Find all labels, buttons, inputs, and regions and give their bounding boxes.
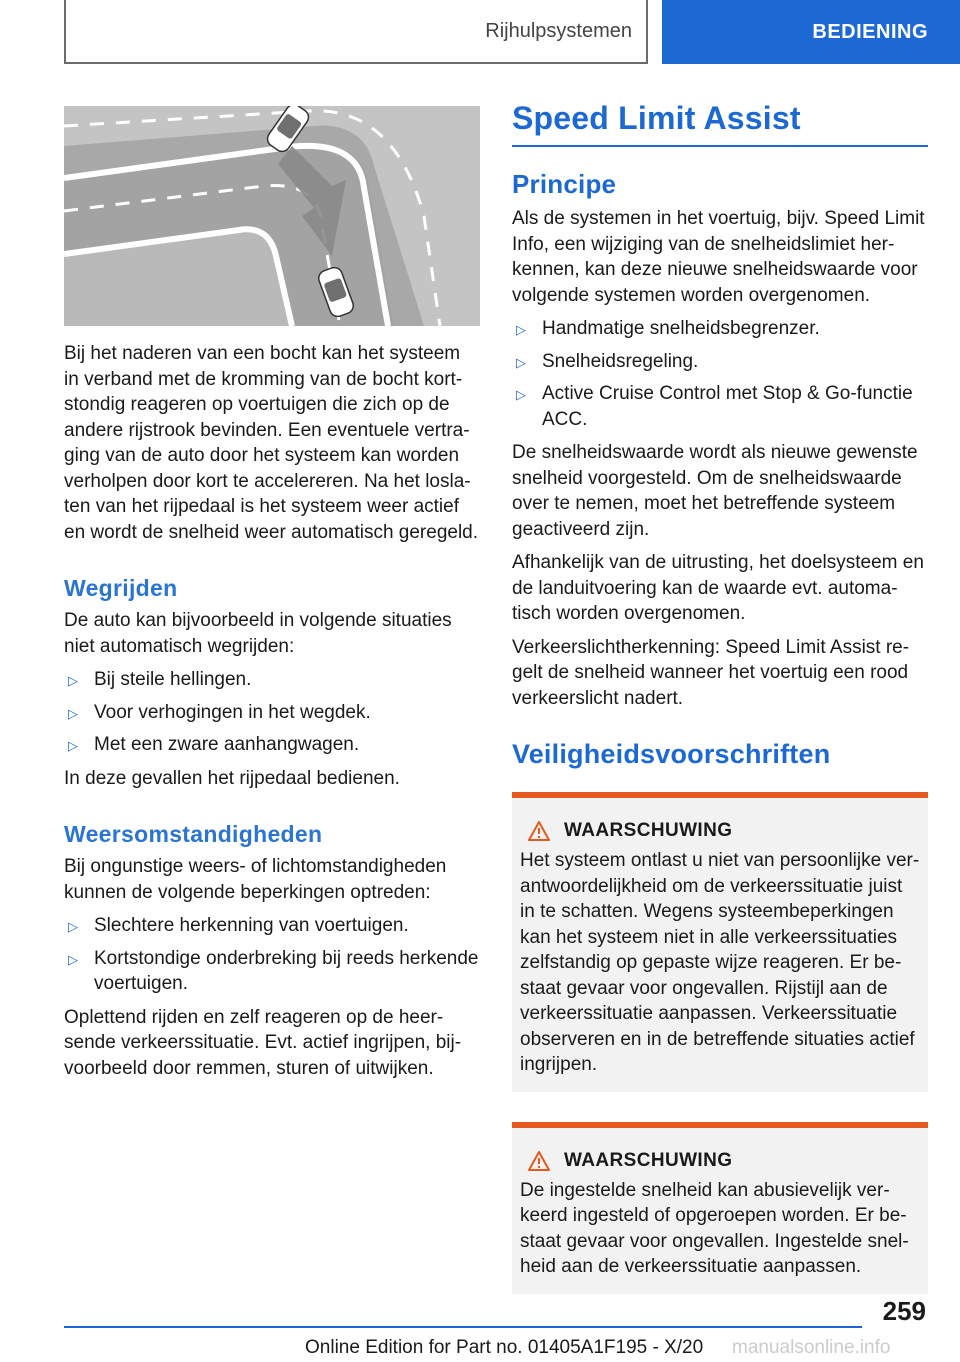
principe-list (512, 316, 928, 432)
triangle-bullet-icon: ▷ (68, 951, 78, 967)
triangle-bullet-icon: ▷ (68, 738, 78, 753)
list-item: ▷ Met een zware aanhangwagen. (64, 732, 480, 758)
warning-box (512, 1122, 928, 1294)
warning-text: De ingestelde snelheid kan abusievelijk verkeerd ingesteld of opgeroepen worden. Er bestaat gevaar voor ongevallen. Ingestelde snelheid aan de verkeerssituatie aanpassen. (520, 1179, 909, 1277)
warning-triangle-icon (528, 1151, 550, 1171)
right-column (512, 100, 928, 1294)
heading-principe: Principe (512, 169, 617, 199)
heading-wegrijden: Wegrijden (64, 575, 178, 601)
wegrijden-list (64, 667, 480, 758)
triangle-bullet-icon: ▷ (68, 673, 78, 688)
wegrijden-text: De auto kan bijvoorbeeld in volgende situaties niet automatisch wegrijden: (64, 610, 452, 657)
triangle-bullet-icon: ▷ (68, 705, 78, 721)
header-section-box (64, 0, 648, 64)
principe-paragraph-3: Afhankelijk van de uitrusting, het doelsysteem en de landuitvoering kan de waarde evt. automatisch worden overgenomen. (512, 552, 924, 624)
list-item: ▷ Bij steile hellingen. (64, 667, 480, 693)
warning-box (512, 792, 928, 1092)
list-item: ▷ Active Cruise Control met Stop & Go-functie ACC. (516, 383, 913, 430)
header-section-title: Rijhulpsystemen (485, 19, 632, 42)
heading-weersomstandigheden: Weersomstandigheden (64, 821, 323, 847)
wegrijden-after: In deze gevallen het rijpedaal bedienen. (64, 767, 400, 789)
warning-triangle-icon (528, 821, 550, 841)
warning-label: WAARSCHUWING (564, 1149, 733, 1171)
triangle-bullet-icon: ▷ (516, 354, 526, 370)
footer-divider (64, 1326, 862, 1328)
list-item: ▷ Voor verhogingen in het wegdek. (64, 700, 480, 726)
principe-paragraph-2: De snelheidswaarde wordt als nieuwe gewenste snelheid voorgesteld. Om de snelheidswaarde over te nemen, moet het betreffende systeem geactiveerd zijn. (512, 442, 918, 540)
triangle-bullet-icon: ▷ (516, 322, 526, 337)
list-item: ▷ Snelheidsregeling. (512, 349, 928, 375)
weers-text: Bij ongunstige weers- of lichtomstandigheden kunnen de volgende beperkingen optreden: (64, 856, 447, 903)
header-chapter-tab[interactable] (662, 0, 960, 64)
triangle-bullet-icon: ▷ (68, 919, 78, 934)
header-chapter-title: BEDIENING (812, 20, 928, 43)
principe-text: Als de systemen in het voertuig, bijv. Speed Limit Info, een wijziging van de snelheidslimiet herkennen, kan deze nieuwe snelheidswaarde voor volgende systemen worden overgenomen. (512, 208, 925, 306)
heading-veiligheidsvoorschriften: Veiligheidsvoorschriften (512, 739, 831, 769)
warning-text: Het systeem ontlast u niet van persoonlijke verantwoordelijkheid om de verkeerssituatie juist in te schatten. Wegens systeembeperkingen kan het systeem niet in alle verkeerssituaties zelfstandig op gepaste wijze reageren. Er bestaat gevaar voor ongevallen. Rijstijl aan de verkeerssituatie aanpassen. Verkeerssituatie observeren en in de betreffende situaties actief ingrijpen. (520, 850, 920, 1075)
intro-paragraph: Bij het naderen van een bocht kan het systeem in verband met de kromming van de bocht kortstondig reageren op voertuigen die zich op de andere rijstrook bevinden. Een eventuele vertraging van de auto door het systeem kan worden verholpen door kort te accelereren. Na het loslaten van het rijpedaal is het systeem weer actief en wordt de snelheid weer automatisch geregeld. (64, 343, 479, 543)
curve-road-illustration (64, 106, 480, 326)
warning-label: WAARSCHUWING (564, 820, 733, 841)
footer-watermark: manualsonline.info (732, 1337, 891, 1358)
triangle-bullet-icon: ▷ (516, 387, 526, 402)
weers-list (64, 913, 480, 997)
principe-paragraph-4: Verkeerslichtherkenning: Speed Limit Assist regelt de snelheid wanneer het voertuig een rood verkeerslicht nadert. (512, 636, 910, 709)
footer-edition: Online Edition for Part no. 01405A1F195 - X/20 (305, 1337, 704, 1358)
list-item: ▷ Handmatige snelheidsbegrenzer. (512, 316, 928, 342)
page-title: Speed Limit Assist (512, 100, 928, 147)
left-column (64, 106, 480, 1089)
list-item: ▷ Kortstondige onderbreking bij reeds herkende voertuigen. (68, 947, 479, 994)
page-number: 259 (882, 1296, 926, 1326)
list-item: ▷ Slechtere herkenning van voertuigen. (64, 913, 480, 939)
weers-after: Oplettend rijden en zelf reageren op de heersende verkeerssituatie. Evt. actief ingrijpen, bijvoorbeeld door remmen, sturen of uitwijken. (64, 1006, 462, 1079)
